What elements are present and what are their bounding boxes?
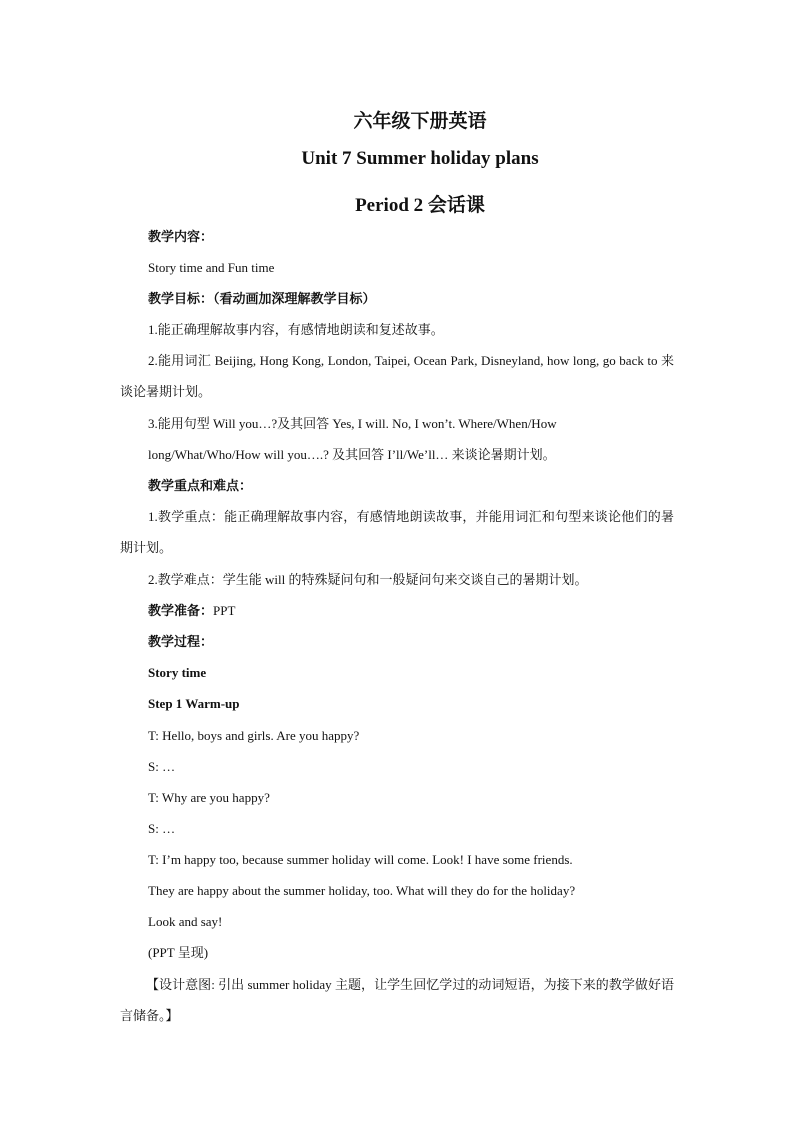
key-point-item: 1.教学重点：能正确理解故事内容，有感情地朗读故事，并能用词汇和句型来谈论他们的暑期计划。 [120,509,674,555]
dialog-line: They are happy about the summer holiday, too. What will they do for the holiday? [148,883,576,898]
document-title-period: Period 2 会话课 [355,195,485,216]
objective-item-3-line-2: long/What/Who/How will you….? 及其回答 I’ll/We’ll… 来谈论暑期计划。 [148,447,556,462]
preparation-value: PPT [213,603,236,618]
content-label: 教学内容： [148,229,214,244]
dialog-line: S: … [148,759,176,774]
difficult-point-item: 2.教学难点：学生能 will 的特殊疑问句和一般疑问句来交谈自己的暑期计划。 [148,572,588,587]
preparation-line [148,603,235,619]
objective-item-3-line-1: 3.能用句型 Will you…?及其回答 Yes, I will. No, I won’t. Where/When/How [148,416,557,431]
key-points-label: 教学重点和难点： [148,478,253,493]
preparation-label: 教学准备： [148,603,214,618]
dialog-line: S: … [148,821,176,836]
objective-item-2: 2.能用词汇 Beijing, Hong Kong, London, Taipei, Ocean Park, Disneyland, how long, go back to 来谈论暑期计划。 [120,353,674,399]
objective-item-1: 1.能正确理解故事内容，有感情地朗读和复述故事。 [148,322,444,337]
section-title: Story time [148,665,207,680]
content-text: Story time and Fun time [148,260,275,275]
step-title: Step 1 Warm-up [148,696,240,711]
document-title-unit: Unit 7 Summer holiday plans [301,148,539,169]
document-title-cn: 六年级下册英语 [353,111,487,132]
dialog-line: T: Why are you happy? [148,790,270,805]
dialog-line: T: Hello, boys and girls. Are you happy? [148,728,360,743]
dialog-line: T: I’m happy too, because summer holiday will come. Look! I have some friends. [148,852,573,867]
process-label: 教学过程： [148,634,214,649]
objectives-label: 教学目标：（看动画加深理解教学目标） [148,291,376,306]
design-intent-note: 【设计意图: 引出 summer holiday 主题，让学生回忆学过的动词短语，为接下来的教学做好语言储备。】 [120,977,674,1023]
dialog-line: (PPT 呈现) [148,945,209,960]
dialog-line: Look and say! [148,914,223,929]
